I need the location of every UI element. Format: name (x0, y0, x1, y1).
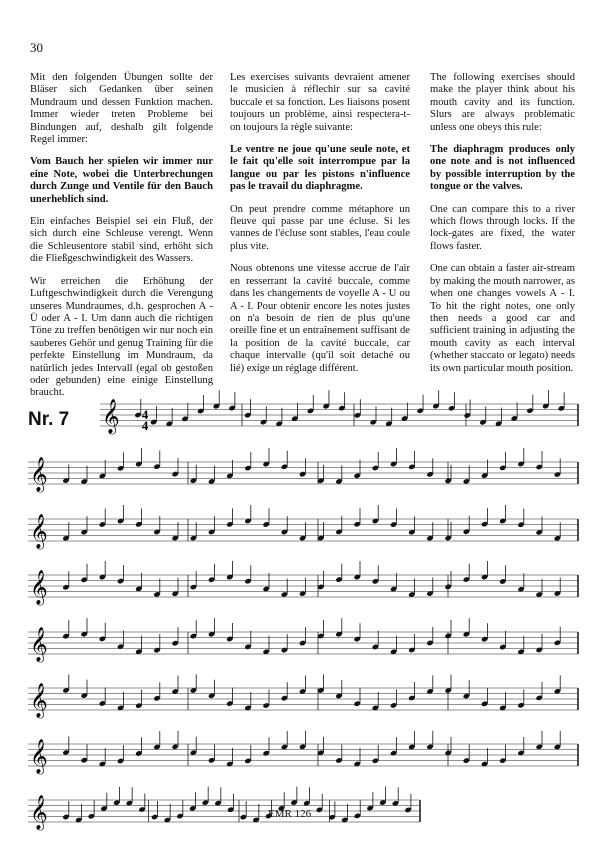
english-example: One can compare this to a river which flows through locks. If the lock-gates are fixed, the water flows faster. (430, 203, 575, 252)
time-signature-top: 4 (141, 407, 149, 422)
staves (28, 390, 578, 831)
treble-clef-icon: 𝄞 (30, 457, 48, 492)
french-intro: Les exercises suivants devraient amener le musicien à réflechir sur sa cavité buccale et sa fonction. Les liaisons posent toujours un problème, ainsi respectera-t-on toujours la règle suivante: (230, 72, 410, 133)
footer-catalog-number: EMR 126 (268, 808, 312, 820)
treble-clef-icon: 𝄞 (30, 683, 48, 718)
page-number: 30 (30, 40, 43, 55)
german-rule: Vom Bauch her spielen wir immer nur eine Note, wobei die Unterbrechungen durch Zunge und Ventile für den Bauch unerheblich sind. (30, 156, 213, 205)
german-intro: Mit den folgenden Übungen sollte der Bläser sich Gedanken über seinen Mundraum und dessen Funktion machen. Immer wieder treten Probleme bei Bindungen auf, deshalb gilt folgende Regel immer: (30, 72, 213, 146)
french-explanation: Nous obtenons une vitesse accrue de l'air en resserrant la cavité buccale, comme dans les changements de voyelle A - U ou A - I. Pour obtenir encore les notes justes on n'a besoin de rien de plus qu'une oreille fine et un entraînement suffisant de la position de la cavité buccale, car chaque intervalle (qu'il soit detaché ou lié) exige un réglage différent. (230, 263, 410, 374)
english-intro: The following exercises should make the player think about his mouth cavity and its function. Slurs are always problematic unless one obeys this rule: (430, 72, 575, 133)
english-explanation: One can obtain a faster air-stream by making the mouth narrower, as when one changes vowels A - I. To hit the right notes, one only then needs a good car and sufficient training in adjusting the mouth cavity as each interval (whether staccato or legato) needs its own particular mouth position. (430, 263, 575, 374)
treble-clef-icon: 𝄞 (30, 627, 48, 662)
exercise-label: Nr. 7 (28, 409, 70, 430)
german-example: Ein einfaches Beispiel sei ein Fluß, der sich durch eine Schleuse verengt. Wenn die Schleusentore stabil sind, erhöht sich die Fließgeschwindigkeit des Wassers. (30, 216, 213, 265)
treble-clef-icon: 𝄞 (30, 570, 48, 605)
treble-clef-icon: 𝄞 (30, 795, 48, 830)
time-signature-bottom: 4 (141, 418, 149, 433)
treble-clef-icon: 𝄞 (102, 399, 120, 434)
treble-clef-icon: 𝄞 (30, 514, 48, 549)
treble-clef-icon: 𝄞 (30, 739, 48, 774)
french-example: On peut prendre comme métaphore un fleuve qui passe par une écluse. Si les vannes de l'écluse sont stables, l'eau coule plus vite. (230, 203, 410, 252)
german-explanation: Wir erreichen die Erhöhung der Luftgeschwindigkeit durch die Verengung unseres Mundraumes, d.h. gesprochen A - Ü oder A - I. Um dann auch die richtigen Töne zu treffen benötigen wir nur noch ein sauberes Gehör und genug Training für die perfekte Einstellung im Mundraum, da natürlich jedes Intervall (egal ob gestoßen oder gebunden) eine einige Einstellung braucht. (30, 275, 213, 399)
french-rule: Le ventre ne joue qu'une seule note, et le fait qu'elle soit interrompue par la langue ou par les pistons n'influence pas le travail du diaphragme. (230, 144, 410, 193)
english-rule: The diaphragm produces only one note and is not influenced by possible interruption by the tongue or the valves. (430, 144, 575, 193)
